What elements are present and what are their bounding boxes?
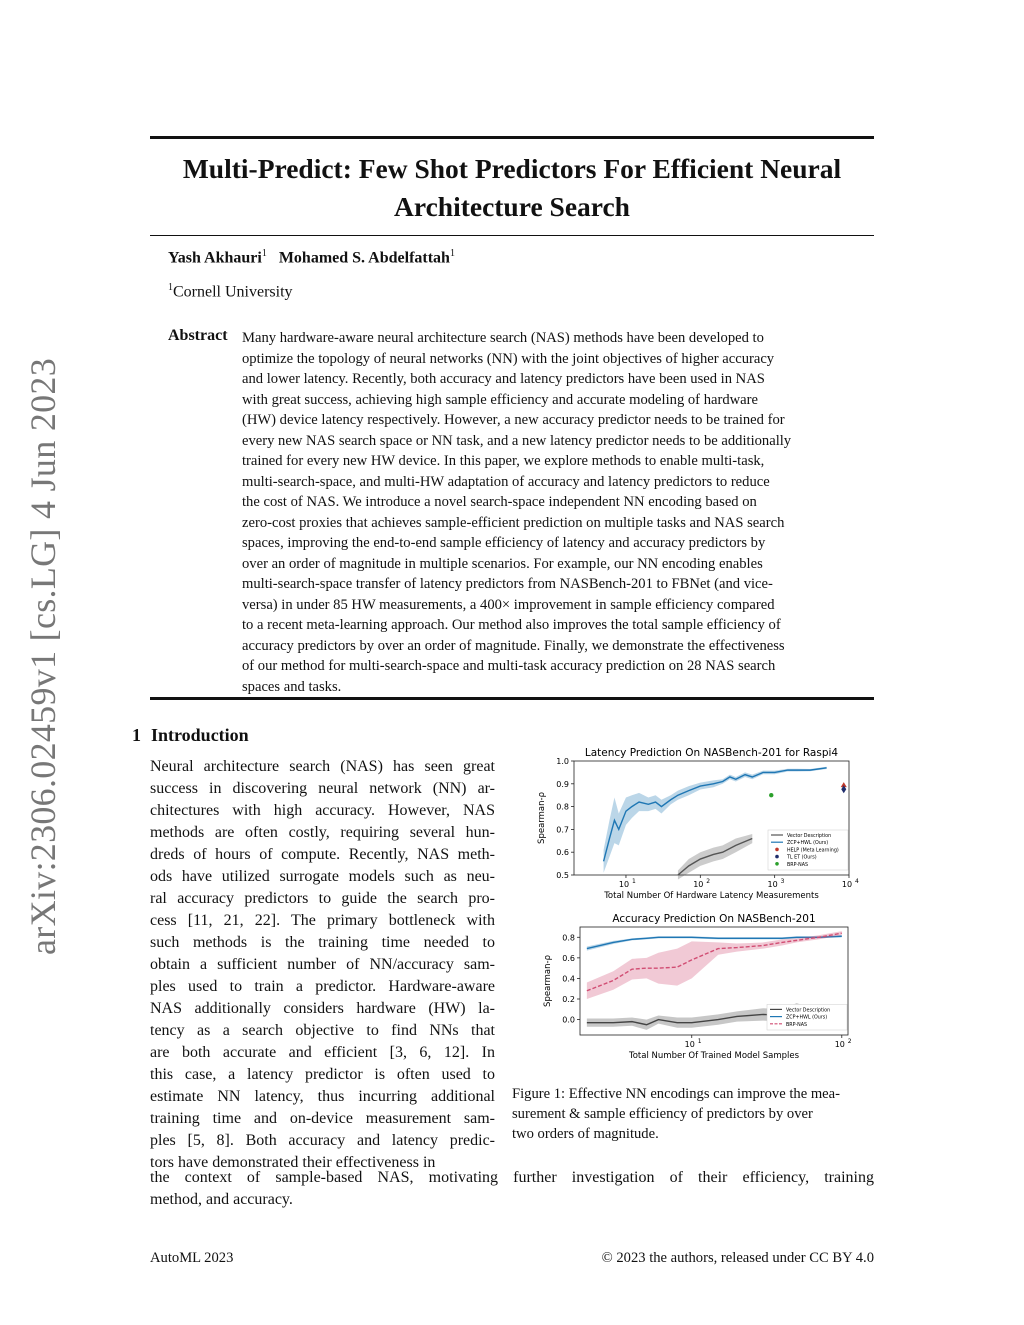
- caption-line: Figure 1: Effective NN encodings can improve the mea-: [512, 1086, 840, 1102]
- intro-full-text: [150, 1167, 874, 1211]
- legend-label: BRP-NAS: [787, 862, 809, 868]
- legend-label: ZCP+HWL (Ours): [787, 841, 829, 847]
- y-tick-label: 0.9: [556, 779, 569, 789]
- section-number: 1: [132, 725, 141, 745]
- author-2: Mohamed S. Abdelfattah: [278, 249, 450, 267]
- section-title: Introduction: [151, 725, 249, 745]
- legend-label: Vector Description: [787, 834, 832, 839]
- abstract-text: [242, 328, 856, 697]
- author-2-sup: 1: [449, 248, 455, 259]
- series-band: [678, 834, 752, 880]
- y-tick-label: 0.6: [556, 848, 569, 858]
- y-tick-label: 0.0: [562, 1015, 575, 1025]
- intro-full-line: method, and accuracy.: [150, 1191, 293, 1208]
- legend-label: ZCP+HWL (Ours): [786, 1015, 828, 1021]
- authors: [168, 248, 455, 267]
- intro-line: tors have demonstrated their effectiveness in: [150, 1154, 436, 1171]
- abstract-line: zero-cost proxies that achieves sample-efficient prediction on multiple tasks and NAS search: [242, 514, 785, 531]
- y-tick-label: 1.0: [556, 757, 569, 766]
- paper-title: [150, 150, 874, 226]
- y-tick-label: 0.2: [562, 995, 575, 1004]
- x-tick-label: 10: [684, 1040, 695, 1049]
- intro-line: ods have utilized surrogate models such as neu-: [150, 868, 495, 885]
- figure-1: [505, 745, 875, 1080]
- y-axis-label: Spearman-ρ: [537, 792, 547, 844]
- x-tick-exponent: 1: [697, 1038, 702, 1045]
- abstract-line: trained for every new HW device. In this paper, we explore methods to enable multi-task,: [242, 453, 765, 469]
- abstract-line: the cost of NAS. We introduce a novel search-space independent NN encoding based on: [242, 494, 757, 510]
- intro-line: training time and on-device measurement sam-: [150, 1110, 495, 1127]
- abstract-line: to a recent meta-learning approach. Our method also improves the total sample efficiency of: [242, 617, 781, 633]
- y-tick-label: 0.6: [562, 953, 575, 963]
- intro-line: estimate NN latency, thus incurring additional: [150, 1088, 495, 1105]
- legend-label: HELP (Meta Learning): [787, 848, 839, 854]
- y-tick-label: 0.7: [556, 825, 569, 835]
- intro-line: methods are often costly, requiring several hun-: [150, 824, 495, 841]
- abstract-line: spaces, improving the end-to-end sample efficiency of latency and accuracy predictors by: [242, 535, 766, 551]
- intro-line: tency as a search objective to find NNs that: [150, 1022, 495, 1039]
- intro-column-text: [150, 756, 495, 1174]
- intro-line: such methods is the training time needed to: [150, 934, 495, 951]
- abstract-line: multi-search-space transfer of latency predictors from NASBench-201 to FBNet (and vice-: [242, 576, 773, 592]
- affiliation-name: Cornell University: [173, 283, 293, 301]
- intro-line: obtain a sufficient number of NN/accuracy sam-: [150, 956, 495, 973]
- x-tick-label: 10: [693, 880, 704, 889]
- top-rule: [150, 136, 874, 139]
- abstract-line: (HW) device latency respectively. However, a new accuracy predictor needs to be trained for: [242, 412, 785, 428]
- footer-venue: AutoML 2023: [150, 1250, 234, 1266]
- x-tick-exponent: 2: [847, 1038, 852, 1045]
- title-line-1: Multi-Predict: Few Shot Predictors For Efficient Neural: [182, 153, 842, 184]
- author-1: Yash Akhauri: [168, 249, 262, 267]
- chart-title: Accuracy Prediction On NASBench-201: [612, 913, 816, 925]
- arxiv-stamp: arXiv:2306.02459v1 [cs.LG] 4 Jun 2023: [23, 357, 63, 955]
- intro-line: Neural architecture search (NAS) has seen great: [150, 758, 495, 775]
- intro-line: dreds of hours of compute. Recently, NAS meth-: [150, 846, 495, 863]
- abstract-line: versa) in under 85 HW measurements, a 400× improvement in sample efficiency compared: [242, 596, 775, 613]
- intro-line: ples used to train a predictor. Hardware-aware: [150, 978, 495, 995]
- title-line-2: Architecture Search: [394, 191, 630, 222]
- accuracy-chart: [543, 913, 852, 1061]
- x-tick-exponent: 4: [855, 878, 859, 885]
- abstract-line: Many hardware-aware neural architecture search (NAS) methods have been developed to: [242, 330, 764, 346]
- abstract-rule: [150, 697, 874, 700]
- x-tick-label: 10: [618, 880, 630, 889]
- title-rule: [150, 235, 874, 236]
- x-tick-label: 10: [841, 880, 853, 889]
- data-point: [769, 793, 773, 797]
- abstract-line: spaces and tasks.: [242, 678, 342, 695]
- x-tick-exponent: 3: [780, 878, 785, 885]
- x-tick-label: 10: [767, 880, 778, 889]
- intro-line: this case, a latency predictor is often used to: [150, 1066, 495, 1083]
- intro-line: are both accurate and efficient [3, 6, 12]. In: [150, 1044, 495, 1061]
- intro-line: NAS additionally considers hardware (HW) la-: [150, 1000, 495, 1017]
- intro-line: ples [5, 8]. Both accuracy and latency predic-: [150, 1132, 495, 1149]
- legend-label: Vector Description: [786, 1008, 831, 1014]
- abstract-label: Abstract: [168, 327, 228, 344]
- abstract-line: with great success, achieving high sample efficiency and accurate modeling of hardware: [242, 391, 758, 408]
- caption-line: surement & sample efficiency of predictors by over: [512, 1106, 813, 1122]
- chart-title: Latency Prediction On NASBench-201 for Raspi4: [584, 747, 839, 759]
- y-tick-label: 0.5: [556, 871, 569, 880]
- legend-swatch: [775, 848, 779, 852]
- legend-label: TL ET (Ours): [787, 855, 817, 861]
- abstract-line: over an order of magnitude in multiple scenarios. For example, our NN encoding enables: [242, 555, 763, 572]
- author-1-sup: 1: [261, 248, 267, 259]
- y-tick-label: 0.8: [562, 933, 575, 943]
- affiliation: [168, 282, 293, 301]
- footer-license: © 2023 the authors, released under CC BY 4.0: [601, 1250, 874, 1266]
- legend-swatch: [775, 862, 779, 866]
- y-tick-label: 0.4: [562, 974, 575, 984]
- y-tick-label: 0.8: [556, 802, 569, 812]
- caption-line: two orders of magnitude.: [512, 1126, 659, 1142]
- x-tick-exponent: 2: [706, 878, 711, 885]
- abstract-line: accuracy predictors by over an order of magnitude. Finally, we demonstrate the effectiveness: [242, 637, 785, 654]
- abstract-line: optimize the topology of neural networks (NN) with the joint objectives of higher accuracy: [242, 350, 775, 367]
- figure-caption: [512, 1084, 876, 1144]
- abstract-line: of our method for multi-search-space and multi-task accuracy prediction on 28 NAS search: [242, 658, 776, 674]
- x-tick-label: 10: [834, 1040, 845, 1049]
- y-axis-label: Spearman-ρ: [543, 955, 553, 1007]
- intro-line: cess [11, 21, 22]. The primary bottleneck with: [150, 912, 495, 929]
- abstract-line: and lower latency. Recently, both accuracy and latency predictors have been used in NAS: [242, 371, 765, 387]
- x-axis-label: Total Number Of Hardware Latency Measurements: [604, 891, 819, 901]
- abstract-line: every new NAS search space or NN task, and a new latency predictor needs to be additionally: [242, 432, 792, 449]
- legend-label: BRP-NAS: [786, 1022, 808, 1028]
- section-heading: [132, 725, 249, 746]
- legend-swatch: [775, 855, 779, 859]
- intro-full-line: the context of sample-based NAS, motivating further investigation of their efficiency, training: [150, 1169, 874, 1186]
- intro-line: success in discovering neural network (NN) ar-: [150, 780, 495, 797]
- latency-chart: [537, 747, 859, 901]
- affil-sup: 1: [168, 282, 173, 293]
- x-axis-label: Total Number Of Trained Model Samples: [628, 1051, 800, 1061]
- abstract-line: multi-search-space, and multi-HW adaptation of accuracy and latency predictors to reduce: [242, 473, 770, 490]
- intro-line: chitectures with high accuracy. However, NAS: [150, 802, 495, 819]
- intro-line: ral accuracy predictors to guide the search pro-: [150, 890, 495, 907]
- x-tick-exponent: 1: [631, 878, 636, 885]
